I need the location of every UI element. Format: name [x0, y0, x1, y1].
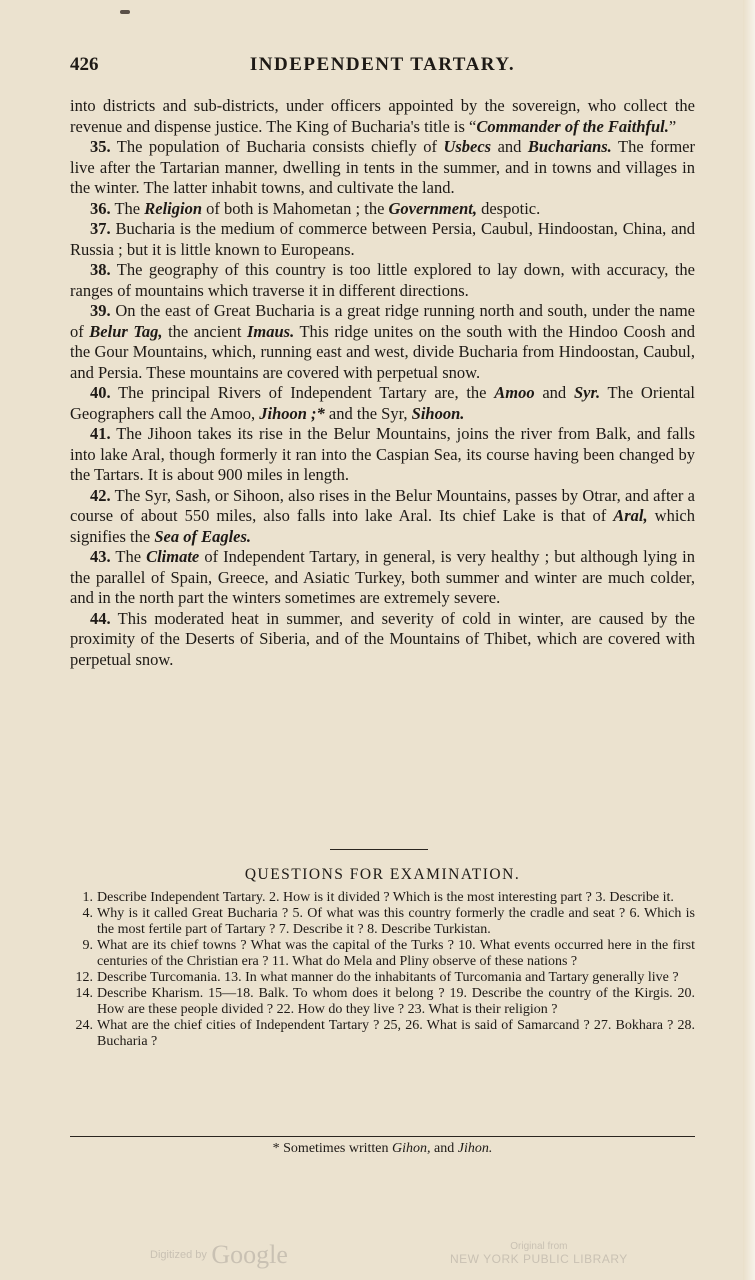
paragraph-text: The Oriental Geographers call the Amoo,	[70, 383, 695, 423]
paragraph	[70, 96, 695, 137]
original-from-label: Original from	[510, 1241, 568, 1252]
paragraph-text: On the east of Great Bucharia is a great ridge running north and south, under the name of	[70, 301, 695, 341]
question-item	[70, 890, 695, 906]
question-number: 1.	[82, 890, 93, 905]
paragraph-text: The geography of this country is too little explored to lay down, with accuracy, the ranges of mountains which traverse it in different directions.	[70, 260, 695, 300]
question-number: 4.	[82, 906, 93, 921]
digitized-by-label: Digitized by	[150, 1249, 207, 1261]
ink-speck	[120, 10, 130, 14]
paragraph-number: 35.	[90, 137, 111, 156]
question-number: 24.	[75, 1018, 93, 1033]
paragraph-text: despotic.	[476, 198, 541, 218]
paragraph	[70, 199, 695, 220]
paragraph-number: 39.	[90, 301, 111, 320]
paragraph-number: 40.	[90, 383, 111, 402]
question-text: Why is it called Great Bucharia ? 5. Of what was this country formerly the cradle and seat ? 6. Which is the most fertile part of Tartary ? 7. Describe it ? 8. Describe Turkistan.	[97, 906, 695, 937]
emphasized-term: Religion	[144, 198, 202, 218]
paragraph-text: The principal Rivers of Independent Tartary are, the	[110, 383, 495, 402]
question-item	[70, 1018, 695, 1050]
question-item	[70, 970, 695, 986]
paragraph	[70, 609, 695, 671]
paragraph-text: The	[110, 547, 147, 566]
paragraph-text: The Syr, Sash, or Sihoon, also rises in the Belur Mountains, passes by Otrar, and after a course of about 550 miles, also falls into lake Aral. Its chief Lake is that of	[70, 485, 695, 525]
footnote-term-jihon: Jihon.	[457, 1141, 493, 1156]
question-text: Describe Independent Tartary. 2. How is it divided ? Which is the most interesting part ? 3. Describe it.	[97, 890, 674, 905]
footnote-term-gihon: Gihon,	[392, 1141, 431, 1156]
emphasized-term: Government,	[388, 198, 477, 218]
paragraph-number: 42.	[90, 485, 111, 505]
emphasized-term: Sihoon.	[411, 403, 465, 423]
question-number: 12.	[75, 970, 93, 985]
emphasized-term: Commander of the Faithful.	[476, 116, 669, 136]
paragraph-number: 37.	[90, 219, 111, 238]
paragraph-number: 43.	[90, 547, 111, 566]
paragraph-number: 36.	[90, 198, 111, 218]
question-number: 9.	[82, 938, 93, 953]
question-item	[70, 906, 695, 938]
question-item	[70, 986, 695, 1018]
paragraph-text: the ancient	[162, 321, 247, 341]
paragraph-text: and	[491, 137, 528, 156]
library-label: NEW YORK PUBLIC LIBRARY	[450, 1252, 628, 1266]
question-text: What are the chief cities of Independent Tartary ? 25, 26. What is said of Samarcand ? 27. Bokhara ? 28. Bucharia ?	[97, 1018, 695, 1049]
emphasized-term: Usbecs	[443, 137, 492, 156]
emphasized-term: Amoo	[494, 383, 535, 402]
emphasized-term: Bucharians.	[527, 137, 612, 156]
paragraph	[70, 301, 695, 383]
footnote	[70, 1141, 695, 1157]
section-divider	[330, 849, 428, 850]
paragraph-text: The former live after the Tartarian manner, dwelling in tents in the summer, and in towns and villages in the winter. The latter inhabit towns, and cultivate the land.	[70, 137, 696, 197]
paragraph-text: Bucharia is the medium of commerce between Persia, Caubul, Hindoostan, China, and Russia ; but it is little known to Europeans.	[70, 219, 695, 259]
paragraph	[70, 260, 695, 301]
emphasized-term: Sea of Eagles.	[154, 526, 252, 546]
paragraph-text: The	[110, 198, 145, 218]
emphasized-term: Climate	[146, 547, 200, 566]
paragraph-text: ”	[668, 116, 677, 136]
page-number: 426	[70, 54, 99, 75]
page-header	[70, 54, 695, 80]
paragraph-number: 41.	[90, 424, 111, 443]
emphasized-term: Jihoon ;*	[259, 403, 325, 423]
page-edge	[743, 0, 755, 1280]
questions-title: QUESTIONS FOR EXAMINATION.	[244, 866, 521, 883]
footnote-divider	[70, 1136, 695, 1137]
paragraph-text: The Jihoon takes its rise in the Belur Mountains, joins the river from Balk, and falls into lake Aral, though formerly it ran into the Caspian Sea, its course having been changed by the Tartars. It is about 900 miles in length.	[70, 424, 695, 484]
emphasized-term: Belur Tag,	[89, 321, 163, 341]
paragraph-text: This moderated heat in summer, and severity of cold in winter, are caused by the proximity of the Deserts of Siberia, and of the Mountains of Thibet, which are covered with perpetual snow.	[70, 608, 695, 669]
question-item	[70, 938, 695, 970]
emphasized-term: Aral,	[613, 506, 648, 525]
paragraph-number: 44.	[90, 608, 111, 628]
questions-list	[70, 890, 695, 1050]
origin-watermark	[450, 1241, 628, 1266]
emphasized-term: Imaus.	[246, 321, 295, 341]
paragraph-text: and the Syr,	[324, 403, 412, 423]
paragraph-text: into districts and sub-districts, under officers appointed by the sovereign, who collect the revenue and dispense justice. The King of Bucharia's title is “	[70, 96, 695, 136]
question-text: Describe Kharism. 15—18. Balk. To whom does it belong ? 19. Describe the country of the Kirgis. 20. How are these people divided ? 22. How do they live ? 23. What is their religion ?	[97, 986, 695, 1017]
paragraph-text: of Independent Tartary, in general, is very healthy ; but although lying in the parallel of Spain, Greece, and Asiatic Turkey, both summer and winter are much colder, and in the north part the winters sometimes are extremely severe.	[70, 547, 695, 607]
footnote-middle: and	[430, 1141, 458, 1156]
question-text: What are its chief towns ? What was the capital of the Turks ? 10. What events occurred here in the first centuries of the Christian era ? 11. What do Mela and Pliny observe of these nations ?	[97, 938, 695, 969]
paragraph	[70, 547, 695, 609]
paragraph-text: The population of Bucharia consists chiefly of	[110, 137, 444, 156]
footnote-prefix: * Sometimes written	[272, 1141, 393, 1156]
paragraph-text: which signifies the	[70, 506, 695, 546]
running-head: INDEPENDENT TARTARY.	[249, 54, 516, 75]
paragraph-number: 38.	[90, 260, 111, 279]
question-number: 14.	[75, 986, 93, 1001]
question-text: Describe Turcomania. 13. In what manner do the inhabitants of Turcomania and Tartary generally live ?	[97, 970, 679, 985]
body-text	[70, 96, 695, 670]
paragraph-text: of both is Mahometan ; the	[202, 198, 389, 218]
paragraph	[70, 219, 695, 260]
emphasized-term: Syr.	[573, 383, 601, 402]
paragraph	[70, 486, 695, 548]
digitized-watermark	[150, 1240, 288, 1270]
paragraph-text: This ridge unites on the south with the Hindoo Coosh and the Gour Mountains, which, running east and west, divide Bucharia from Hindoostan, Caubul, and Persia. These mountains are covered with perpetual snow.	[70, 321, 695, 382]
paragraph	[70, 424, 695, 486]
paragraph	[70, 383, 695, 424]
paragraph-text: and	[534, 383, 574, 402]
paragraph	[70, 137, 695, 199]
google-logo: Google	[211, 1240, 288, 1269]
